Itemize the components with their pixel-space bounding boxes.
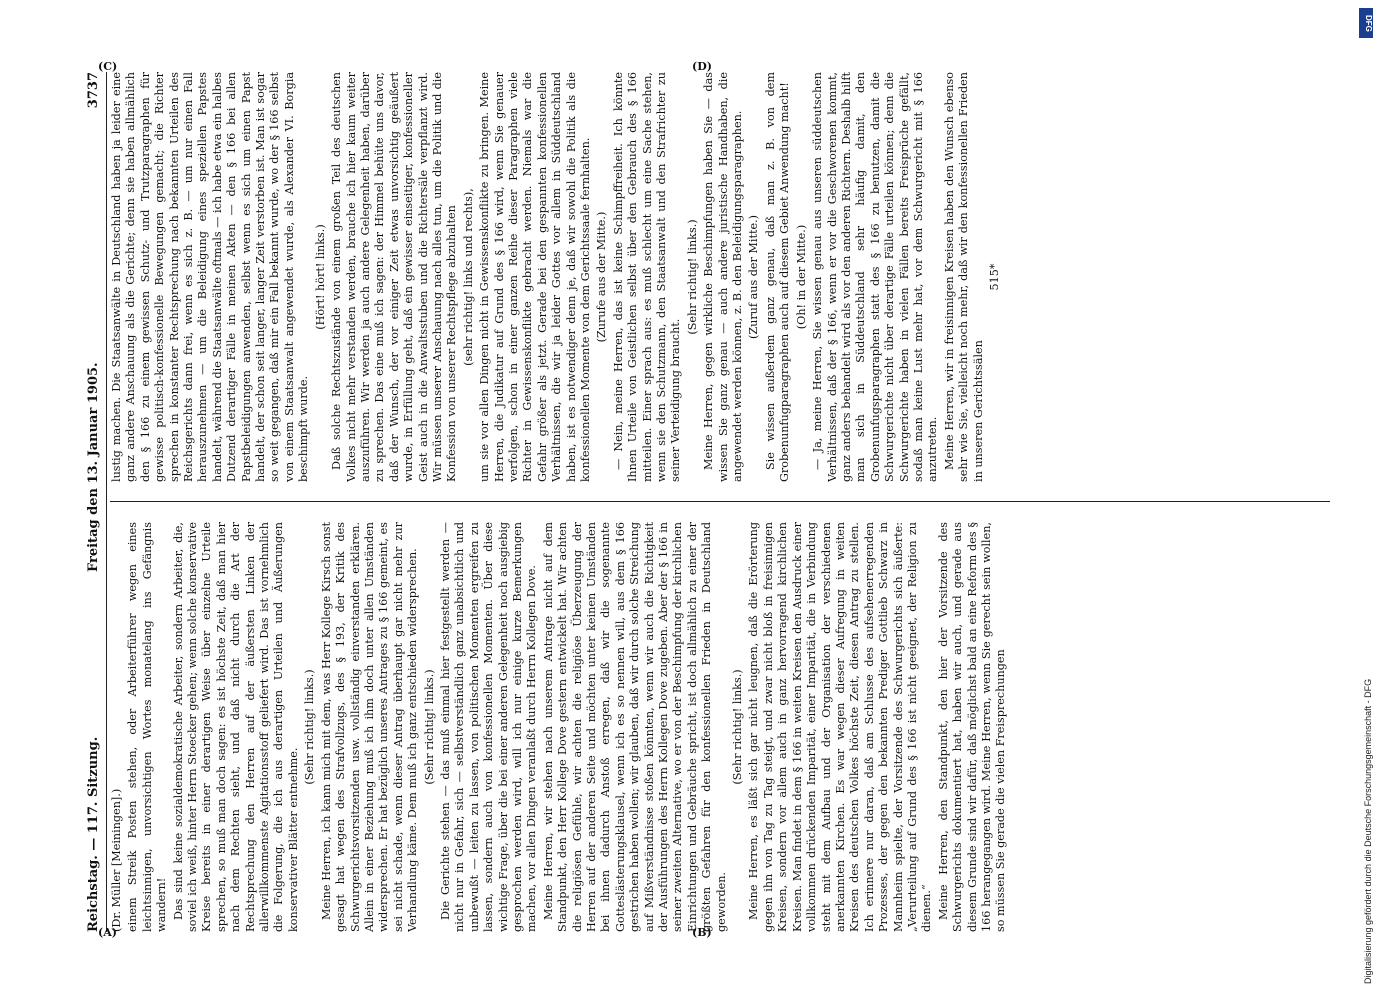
paragraph: lustig machen. Die Staatsanwälte in Deutschland haben ja leider eine ganz andere Anschauung als die Gerichte; denn sie haben allmählich den § 166 zu einem gewissen Schutz- und Trutzparagraphen für gewisse politisch-konfessionelle Bewegungen gemacht; die Richter sprechen in konstanter Rechtsprechung nach bekannten Urteilen des Reichsgerichts dann frei, wenn es sich z. B. — um nur einen Fall herauszunehmen — um die Beleidigung eines speziellen Papstes handelt, während die Staatsanwälte oftmals — ich habe etwa ein halbes Dutzend derartiger Fälle in meinen Akten — den § 166 bei allen Papstbeleidigungen anwenden, selbst wenn es sich um einen Papst handelt, der schon seit langer, langer Zeit verstorben ist. Man ist sogar so weit gegangen, daß mir ein Fall bekannt wurde, wo der § 166 selbst von einem Staatsanwalt angewendet wurde, als Alexander VI. Borgia beschimpft wurde.: [110, 72, 311, 482]
paragraph: Meine Herren, den Standpunkt, den hier der Vorsitzende des Schwurgerichts dokumentiert hat, haben wir auch, und gerade aus diesem Grunde sind wir dafür, daß möglichst bald an eine Reform des § 166 herangegangen wird. Meine Herren, wenn Sie gerecht sein wollen, so müssen Sie gerade die vielen Freisprechungen: [936, 522, 1008, 932]
interjection: (Sehr richtig! links.): [303, 669, 317, 785]
interjection: (Sehr richtig! links.): [422, 669, 436, 785]
paragraph: Meine Herren, wir stehen nach unserem Antrage nicht auf dem Standpunkt, den Herr Kollege Dove gestern entwickelt hat. Wir achten die religiösen Gefühle, wir achten die religiöse Überzeugung der Herren auf der anderen Seite und möchten unter keinen Umständen bei ihnen dadurch Anstoß erregen, daß wir die sogenannte Gotteslästerungsklausel, wenn ich es so nennen will, aus dem § 166 gestrichen haben wollen; wir glauben, daß wir durch solche Streichung auf Mißverständnisse stoßen könnten, wenn wir auch die Richtigkeit der Ausführungen des Herrn Kollegen Dove zugeben. Aber der § 166 in seiner zweiten Alternative, wo er von der Beschimpfung der kirchlichen Einrichtungen und Gebräuche spricht, ist doch allmählich zu einer der größten Gefahren für den konfessionellen Frieden in Deutschland geworden.: [541, 522, 728, 932]
speaker-note: (Dr. Müller [Meiningen].): [110, 788, 123, 932]
page-header: [80, 72, 106, 932]
digitization-footer: [1349, 0, 1373, 1000]
paragraph: Meine Herren, es läßt sich gar nicht leugnen, daß die Erörterung gegen ihn von Tag zu Tag steigt, und zwar nicht bloß in freisinnigen Kreisen, sondern vor allem auch in ganz hervorragend kirchlichen Kreisen. Man findet in dem § 166 in weiten Kreisen den Ausdruck einer vollkommen drückenden Imparität, einer Imparität, die in Verbindung steht mit dem Aufbau und der Organisation der verschiedenen anerkannten Kirchen. Es war wegen dieser Aufregung in weiten Kreisen des deutschen Volkes höchste Zeit, diesen Antrag zu stellen. Ich erinnere nur daran, daß am Schlusse des aufsehenerregenden Prozesses, der gegen den bekannten Prediger Gottlieb Schwarz in Mannheim spielte, der Vorsitzende des Schwurgerichts sich äußerte: „Verurteilung auf Grund des § 166 ist nicht geeignet, der Religion zu dienen.“: [747, 522, 934, 932]
interjection: (Sehr richtig! links.): [685, 219, 699, 335]
interjection: (Oh! in der Mitte.): [794, 224, 808, 330]
paragraph: um sie vor allen Dingen nicht in Gewissenskonflikte zu bringen. Meine Herren, die Judikatur auf Grund des § 166 wird, wenn Sie genauer verfolgen, schon in einer ganzen Reihe dieser Paragraphen viele Richter in Gewissenskonflikte gebracht werden. Niemals war die Gefahr größer als jetzt. Gerade bei den gespannten konfessionellen Verhältnissen, die wir ja leider Gottes vor allem in Süddeutschland haben, ist es notwendiger denn je, daß wir sowohl die Politik als die konfessionellen Momente von dem Gerichtssaale fernhalten.: [478, 72, 592, 482]
column-divider: [110, 501, 1330, 502]
column-left: [110, 522, 1330, 932]
paragraph: einem Streik Posten stehen, oder Arbeiterführer wegen eines leichtsinnigen, unvorsichtigen Wortes monatelang ins Gefängnis wandern!: [126, 522, 169, 932]
paragraph: Meine Herren, ich kann mich mit dem, was Herr Kollege Kirsch sonst gesagt hat wegen des Strafvollzugs, des § 193, der Kritik des Schwurgerichtsvorsitzenden usw. vollständig einverstanden erklären. Allein in einer Beziehung muß ich ihm doch unter allen Umständen widersprechen. Er hat bezüglich unseres Antrages zu § 166 gemeint, es sei nicht schade, wenn dieser Antrag überhaupt gar nicht mehr zur Verhandlung käme. Dem muß ich ganz entschieden widersprechen.: [319, 522, 420, 932]
paragraph: — Ja, meine Herren, Sie wissen genau aus unseren süddeutschen Verhältnissen, daß der § 166, wenn er vor die Geschworenen kommt, ganz anders behandelt wird als vor den anderen Richtern. Deshalb hilft man sich in Süddeutschland sehr häufig damit, den Grobenunfugsparagraphen statt des § 166 zu benutzen, damit die Schwurgerichte nicht über derartige Fälle urteilen können; denn die Schwurgerichte haben in vielen Fällen bereits Freisprüche gefällt, sodaß man keine Lust mehr hat, vor dem Schwurgericht mit § 166 anzutreten.: [811, 72, 940, 482]
interjection: (Zurufe aus der Mitte.): [595, 211, 609, 343]
paragraph: Das sind keine sozialdemokratische Arbeiter, sondern Arbeiter, die, soviel ich weiß, hinter Herrn Stoecker gehen; wenn solche konservative Kreise bereits in einer derartigen Weise über einzelne Urteile sprechen, so muß man doch sagen: es ist höchste Zeit, daß man hier nach dem Rechten sieht, und daß nicht durch die Art der Rechtsprechung den Herren auf der äußersten Linken der allerwillkommenste Agitationsstoff geliefert wird. Das ist vornehmlich die Folgerung, die ich aus derartigen Urteilen und Äußerungen konservativer Blätter entnehme.: [171, 522, 300, 932]
interjection: (Zuruf aus der Mitte.): [747, 214, 761, 340]
paragraph: Die Gerichte stehen — das muß einmal hier festgestellt werden — nicht nur in Gefahr, sich — selbstverständlich ganz unabsichtlich und unbewußt — leiten zu lassen, von politischen Momenten ergreifen zu lassen, sondern auch von konfessionellen Momenten. Über diese wichtige Frage, über die bei einer anderen Gelegenheit noch ausgiebig gesprochen werden wird, will ich nur einige kurze Bemerkungen machen, vor allen Dingen veranlaßt durch Herrn Kollegen Dove.: [438, 522, 539, 932]
header-center: Freitag den 13. Januar 1905.: [86, 362, 101, 572]
interjection: (Hört! hört! links.): [313, 224, 327, 330]
paragraph: Meine Herren, gegen wirkliche Beschimpfungen haben Sie — das wissen Sie ganz genau — auch andere juristische Handhaben, die angewendet werden können, z. B. den Beleidigungsparagraphen.: [702, 72, 745, 482]
page-mark: 515*: [987, 263, 1001, 291]
margin-mark-d: (D): [692, 60, 712, 73]
rotated-page-content: [80, 72, 1360, 932]
margin-mark-c: (C): [98, 60, 118, 73]
paragraph: Meine Herren, wir in freisinnigen Kreisen haben den Wunsch ebenso sehr wie Sie, vielleicht noch mehr, daß wir den konfessionellen Frieden in unseren Gerichtssälen: [942, 72, 985, 482]
digitization-note: Digitalisierung gefördert durch die Deutsche Forschungsgemeinschaft - DFG: [1363, 678, 1373, 984]
paragraph: Sie wissen außerdem ganz genau, daß man z. B. von dem Grobenunfugparagraphen auch auf diesem Gebiet Anwendung macht!: [763, 72, 792, 482]
page-number: 3737: [86, 72, 101, 109]
interjection: (sehr richtig! links und rechts),: [461, 188, 475, 366]
margin-mark-a: (A): [98, 926, 117, 939]
header-left: Reichstag. — 117. Sitzung.: [86, 736, 101, 932]
margin-mark-b: (B): [692, 926, 712, 939]
header-rule: [106, 72, 107, 932]
paragraph: — Nein, meine Herren, das ist keine Schimpffreiheit. Ich könnte Ihnen Urteile von Geistlichen selbst über den Gebrauch des § 166 mitteilen. Einer sprach aus: es muß schlecht um eine Sache stehen, wenn sie den Schutzmann, den Staatsanwalt und den Strafrichter zu seiner Verteidigung braucht.: [611, 72, 683, 482]
dfg-logo: DFG: [1359, 8, 1373, 38]
column-right: [110, 72, 1330, 482]
interjection: (Sehr richtig! links.): [731, 669, 745, 785]
paragraph: Daß solche Rechtszustände von einem großen Teil des deutschen Volkes nicht mehr verstanden werden, brauche ich hier kaum weiter auszuführen. Wir werden ja auch andere Gelegenheit haben, darüber zu sprechen. Das eine muß ich sagen: der Himmel behüte uns davor, daß der Wunsch, der vor einiger Zeit etwas unvorsichtig geäußert wurde, in Erfüllung geht, daß ein gewisser einseitiger, konfessioneller Geist auch in die Anwaltsstuben und die Richtersäle verpflanzt wird. Wir müssen unserer Anschauung nach alles tun, um die Politik und die Konfession von unserer Rechtspflege abzuhalten: [330, 72, 459, 482]
